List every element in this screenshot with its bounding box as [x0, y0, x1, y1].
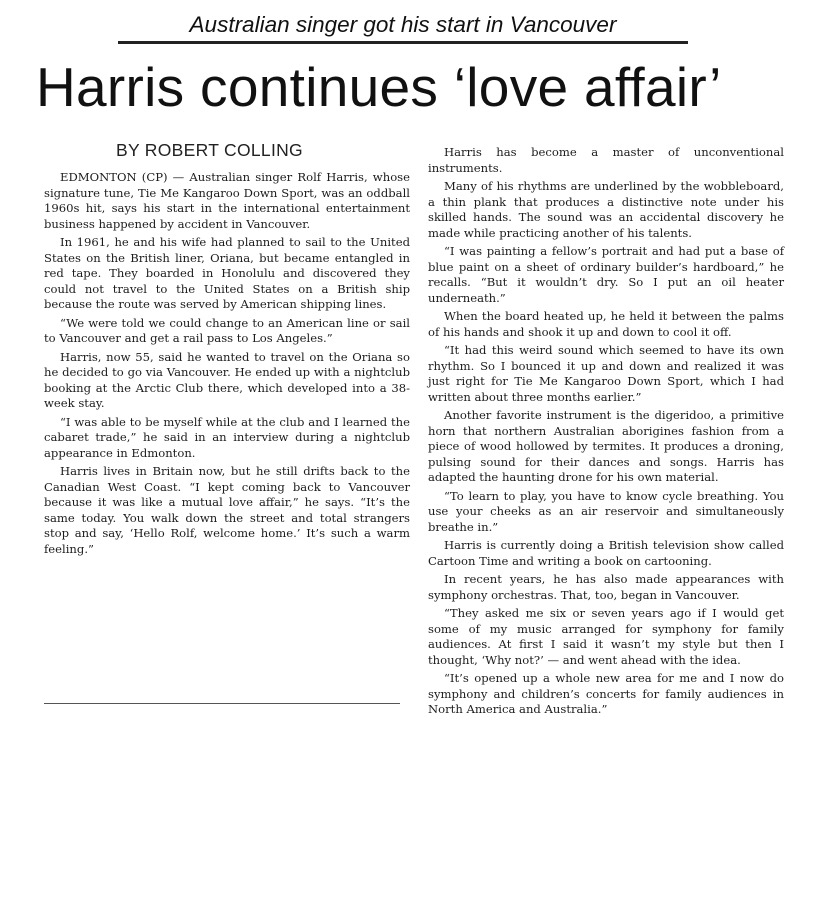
paragraph: “I was able to be myself while at the club and I learned the cabaret trade,” he said in an interview during a nightclub appearance in Edmonton.: [44, 414, 410, 460]
article-headline: Harris continues ‘love affair’: [36, 56, 722, 118]
paragraph-dateline-intro: EDMONTON (CP) — Australian singer Rolf Harris, whose signature tune, Tie Me Kangaroo Down Sport, was an oddball 1960s hit, says his start in the international entertainment business happened by accident in Vancouver.: [44, 170, 410, 231]
kicker-headline: Australian singer got his start in Vancouver: [189, 12, 617, 37]
paragraph: Harris, now 55, said he wanted to travel on the Oriana so he decided to go via Vancouver. He ended up with a nightclub booking at the Arctic Club there, which developed into a 38-week stay.: [44, 349, 410, 410]
paragraph: Harris has become a master of unconventional instruments.: [428, 145, 784, 175]
paragraph: Many of his rhythms are underlined by the wobbleboard, a thin plank that produces a distinctive note under his skilled hands. The sound was an accidental discovery he made while practicing another of his talents.: [428, 179, 784, 240]
left-text-column: [44, 170, 410, 560]
paragraph: “It’s opened up a whole new area for me and I now do symphony and children’s concerts for family audiences in North America and Australia.”: [428, 671, 784, 716]
right-text-column: [428, 145, 784, 721]
paragraph: In recent years, he has also made appearances with symphony orchestras. That, too, began in Vancouver.: [428, 572, 784, 602]
paragraph: Another favorite instrument is the digeridoo, a primitive horn that northern Australian aborigines fashion from a piece of wood hollowed by termites. It produces a droning, pulsing sound for their dances and songs. Harris has adapted the haunting drone for his own material.: [428, 408, 784, 484]
paragraph: In 1961, he and his wife had planned to sail to the United States on the British liner, Oriana, but became entangled in red tape. They boarded in Honolulu and discovered they could not travel to the United States on a British ship because the route was served by American shipping lines.: [44, 235, 410, 311]
paragraph: “I was painting a fellow’s portrait and had put a base of blue paint on a sheet of ordinary builder’s hardboard,” he recalls. “But it wouldn’t dry. So I put an oil heater underneath.”: [428, 244, 784, 305]
byline: BY ROBERT COLLING: [116, 140, 303, 160]
paragraph: Harris is currently doing a British television show called Cartoon Time and writing a book on cartooning.: [428, 538, 784, 568]
column-end-rule: [44, 703, 400, 704]
paragraph: When the board heated up, he held it between the palms of his hands and shook it up and down to cool it off.: [428, 309, 784, 339]
paragraph: “They asked me six or seven years ago if I would get some of my music arranged for symphony for family audiences. At first I said it wasn’t my style but then I thought, ‘Why not?’ — and went ahead with the idea.: [428, 606, 784, 667]
kicker-underline-rule: [118, 41, 688, 44]
paragraph: Harris lives in Britain now, but he still drifts back to the Canadian West Coast. “I kept coming back to Vancouver because it was like a mutual love affair,” he says. “It’s the same today. You walk down the street and total strangers stop and say, ‘Hello Rolf, welcome home.’ It’s such a warm feeling.”: [44, 464, 410, 556]
paragraph: “To learn to play, you have to know cycle breathing. You use your cheeks as an air reservoir and simultaneously breathe in.”: [428, 488, 784, 534]
paragraph: “We were told we could change to an American line or sail to Vancouver and get a rail pass to Los Angeles.”: [44, 315, 410, 345]
paragraph: “It had this weird sound which seemed to have its own rhythm. So I bounced it up and down and realized it was just right for Tie Me Kangaroo Down Sport, which I had written about three months earlier.”: [428, 343, 784, 404]
